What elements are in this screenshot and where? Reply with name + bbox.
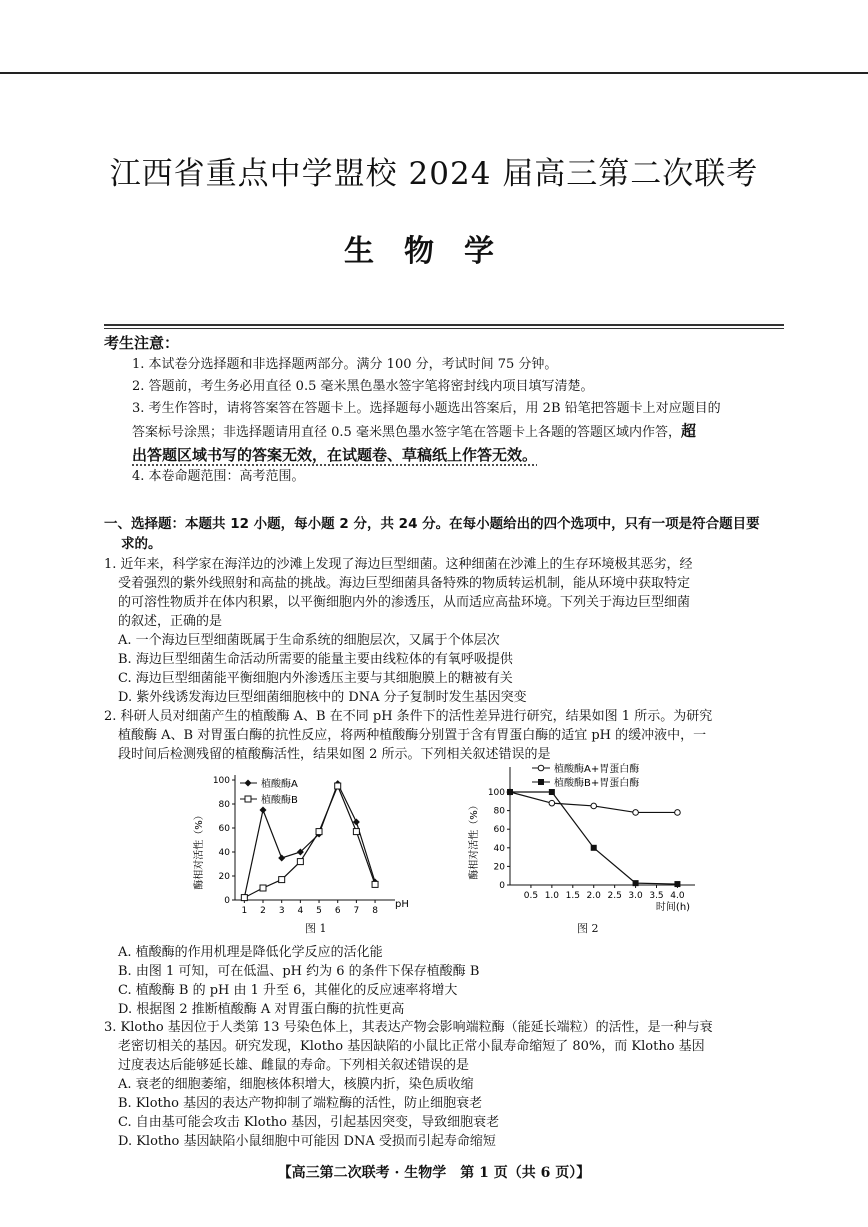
legend-marker bbox=[245, 796, 251, 802]
option-c: C. 海边巨型细菌能平衡细胞内外渗透压主要与其细胞膜上的糖被有关 bbox=[118, 671, 513, 686]
question-1 bbox=[104, 555, 794, 707]
question-stem: 2. 科研人员对细菌产生的植酸酶 A、B 在不同 pH 条件下的活性差异进行研究，结果如图 1 所示。为研究 bbox=[104, 709, 713, 724]
question-stem: 过度表达后能够延长雄、雌鼠的寿命。下列相关叙述错误的是 bbox=[118, 1058, 470, 1073]
question-stem: 的叙述，正确的是 bbox=[118, 614, 223, 629]
x-tick-label: 2 bbox=[260, 906, 266, 916]
data-point-b bbox=[591, 845, 597, 851]
question-stem: 受着强烈的紫外线照射和高盐的挑战。海边巨型细菌具备特殊的物质转运机制，能从环境中获取特定 bbox=[118, 576, 691, 591]
y-tick-label: 40 bbox=[218, 848, 230, 858]
x-axis-label: pH bbox=[395, 899, 409, 910]
x-tick-label: 3.0 bbox=[628, 891, 643, 901]
x-tick-label: 1 bbox=[241, 906, 248, 916]
notice-item: 1. 本试卷分选择题和非选择题两部分。满分 100 分，考试时间 75 分钟。 bbox=[132, 357, 558, 372]
data-point-a bbox=[549, 800, 555, 806]
question-2 bbox=[104, 707, 794, 764]
notice-item: 4. 本卷命题范围：高考范围。 bbox=[132, 469, 305, 484]
y-tick-label: 20 bbox=[218, 872, 230, 882]
x-tick-label: 8 bbox=[372, 906, 378, 916]
y-tick-label: 0 bbox=[499, 881, 505, 891]
question-stem: 的可溶性物质并在体内积累，以平衡细胞内外的渗透压，从而适应高盐环境。下列关于海边巨型细菌 bbox=[118, 595, 691, 610]
x-tick-label: 2.5 bbox=[607, 891, 622, 901]
figure-1-caption: 图 1 bbox=[305, 922, 327, 935]
data-point-b bbox=[507, 789, 513, 795]
data-point-a bbox=[591, 803, 597, 809]
legend-label: 植酸酶A bbox=[261, 779, 298, 790]
y-tick-label: 80 bbox=[493, 806, 505, 817]
figure-1-chart bbox=[190, 765, 420, 940]
x-tick-label: 5 bbox=[316, 906, 322, 916]
data-point-b bbox=[297, 859, 303, 865]
legend-label: 植酸酶B bbox=[261, 795, 298, 806]
series-line-a bbox=[510, 792, 677, 812]
data-point-a bbox=[675, 810, 681, 816]
option-b: B. 海边巨型细菌生命活动所需要的能量主要由线粒体的有氧呼吸提供 bbox=[118, 652, 513, 667]
y-tick-label: 20 bbox=[493, 862, 505, 873]
legend-marker bbox=[538, 765, 544, 771]
section-line: 一、选择题：本题共 12 小题，每小题 2 分，共 24 分。在每小题给出的四个选项中，只有一项是符合题目要 bbox=[104, 516, 760, 532]
option-c: C. 自由基可能会攻击 Klotho 基因，引起基因突变，导致细胞衰老 bbox=[118, 1115, 500, 1130]
x-tick-label: 0.5 bbox=[523, 891, 539, 901]
notice-item-continued bbox=[104, 420, 794, 444]
question-3 bbox=[104, 1018, 794, 1151]
data-point-b bbox=[279, 877, 285, 883]
y-tick-label: 60 bbox=[218, 824, 230, 834]
data-point-b bbox=[549, 789, 555, 795]
question-stem: 1. 近年来，科学家在海洋边的沙滩上发现了海边巨型细菌。这种细菌在沙滩上的生存环境极其恶劣，经 bbox=[104, 557, 693, 572]
notice-emphasis: 超 bbox=[680, 422, 696, 440]
data-point-b bbox=[260, 885, 266, 891]
data-point-a bbox=[260, 807, 267, 814]
y-tick-label: 0 bbox=[224, 896, 230, 906]
notice-item: 2. 答题前，考生务必用直径 0.5 毫米黑色墨水签字笔将密封线内项目填写清楚。 bbox=[132, 379, 594, 394]
x-tick-label: 4 bbox=[297, 906, 304, 916]
x-tick-label: 6 bbox=[334, 906, 341, 916]
x-tick-label: 3.5 bbox=[649, 891, 664, 901]
divider bbox=[104, 324, 784, 326]
divider bbox=[104, 328, 784, 329]
legend-marker bbox=[245, 780, 252, 787]
question-stem: 3. Klotho 基因位于人类第 13 号染色体上，其表达产物会影响端粒酶（能延长端粒）的活性，是一种与衰 bbox=[104, 1020, 713, 1035]
x-axis-label: 时间(h) bbox=[655, 902, 691, 913]
question-2-options bbox=[104, 943, 794, 1019]
x-tick-label: 3 bbox=[278, 906, 285, 916]
data-point-b bbox=[316, 829, 322, 835]
notice-emphasis-line bbox=[104, 444, 794, 466]
option-b: B. 由图 1 可知，可在低温、pH 约为 6 的条件下保存植酸酶 B bbox=[118, 964, 480, 979]
legend-marker bbox=[538, 779, 544, 785]
option-c: C. 植酸酶 B 的 pH 由 1 升至 6，其催化的反应速率将增大 bbox=[118, 983, 458, 998]
data-point-a bbox=[278, 855, 285, 862]
y-tick-label: 80 bbox=[218, 800, 230, 810]
legend-label: 植酸酶B+胃蛋白酶 bbox=[554, 778, 640, 789]
figure-2-caption: 图 2 bbox=[577, 922, 599, 935]
figure-2-chart bbox=[465, 760, 715, 915]
data-point-b bbox=[353, 829, 359, 835]
x-tick-label: 1.0 bbox=[544, 891, 560, 901]
top-border bbox=[0, 72, 868, 74]
option-b: B. Klotho 基因的表达产物抑制了端粒酶的活性，防止细胞衰老 bbox=[118, 1096, 483, 1111]
data-point-b bbox=[241, 895, 247, 901]
section-line: 求的。 bbox=[121, 536, 162, 552]
option-d: D. 根据图 2 推断植酸酶 A 对胃蛋白酶的抗性更高 bbox=[118, 1002, 405, 1017]
y-tick-label: 100 bbox=[487, 788, 505, 798]
data-point-b bbox=[372, 881, 378, 887]
notice-heading: 考生注意： bbox=[104, 334, 180, 352]
exam-title: 江西省重点中学盟校 2024 届高三第二次联考 bbox=[109, 156, 759, 192]
option-a: A. 一个海边巨型细菌既属于生命系统的细胞层次，又属于个体层次 bbox=[118, 633, 500, 648]
x-tick-label: 2.0 bbox=[586, 891, 601, 901]
x-tick-label: 4.0 bbox=[670, 891, 685, 901]
option-a: A. 衰老的细胞萎缩，细胞核体积增大，核膜内折，染色质收缩 bbox=[118, 1077, 474, 1092]
legend-label: 植酸酶A+胃蛋白酶 bbox=[554, 764, 640, 775]
section-heading bbox=[104, 514, 794, 554]
x-tick-label: 7 bbox=[353, 906, 360, 916]
question-stem: 植酸酶 A、B 对胃蛋白酶的抗性反应，将两种植酸酶分别置于含有胃蛋白酶的适宜 pH 的缓冲液中，一 bbox=[118, 728, 707, 743]
y-tick-label: 100 bbox=[212, 776, 230, 786]
y-tick-label: 60 bbox=[493, 825, 505, 836]
subject-title: 生物学 bbox=[344, 234, 524, 269]
data-point-b bbox=[335, 783, 341, 789]
question-stem: 老密切相关的基因。研究发现，Klotho 基因缺陷的小鼠比正常小鼠寿命缩短了 80%，而 Klotho 基因 bbox=[118, 1039, 705, 1054]
notice-item: 3. 考生作答时，请将答案答在答题卡上。选择题每小题选出答案后，用 2B 铅笔把答题卡上对应题目的 bbox=[132, 401, 721, 416]
data-point-a bbox=[633, 810, 639, 816]
y-axis-label: 酶相对活性（%） bbox=[194, 810, 205, 890]
option-d: D. 紫外线诱发海边巨型细菌细胞核中的 DNA 分子复制时发生基因突变 bbox=[118, 690, 527, 705]
data-point-b bbox=[633, 880, 639, 886]
y-axis-label: 酶相对活性（%） bbox=[469, 800, 480, 880]
page-footer: 【高三第二次联考 · 生物学 第 1 页（共 6 页）】 bbox=[277, 1165, 591, 1181]
option-a: A. 植酸酶的作用机理是降低化学反应的活化能 bbox=[118, 945, 383, 960]
notice-text: 答案标号涂黑；非选择题请用直径 0.5 毫米黑色墨水签字笔在答题卡上各题的答题区域内作答， bbox=[132, 425, 681, 440]
data-point-b bbox=[674, 881, 680, 887]
x-tick-label: 1.5 bbox=[565, 891, 580, 901]
notice-block bbox=[104, 332, 794, 488]
question-stem: 段时间后检测残留的植酸酶活性，结果如图 2 所示。下列相关叙述错误的是 bbox=[118, 747, 551, 762]
option-d: D. Klotho 基因缺陷小鼠细胞中可能因 DNA 受损而引起寿命缩短 bbox=[118, 1134, 496, 1149]
y-tick-label: 40 bbox=[493, 843, 505, 854]
notice-emphasis: 出答题区域书写的答案无效，在试题卷、草稿纸上作答无效。 bbox=[132, 446, 538, 464]
